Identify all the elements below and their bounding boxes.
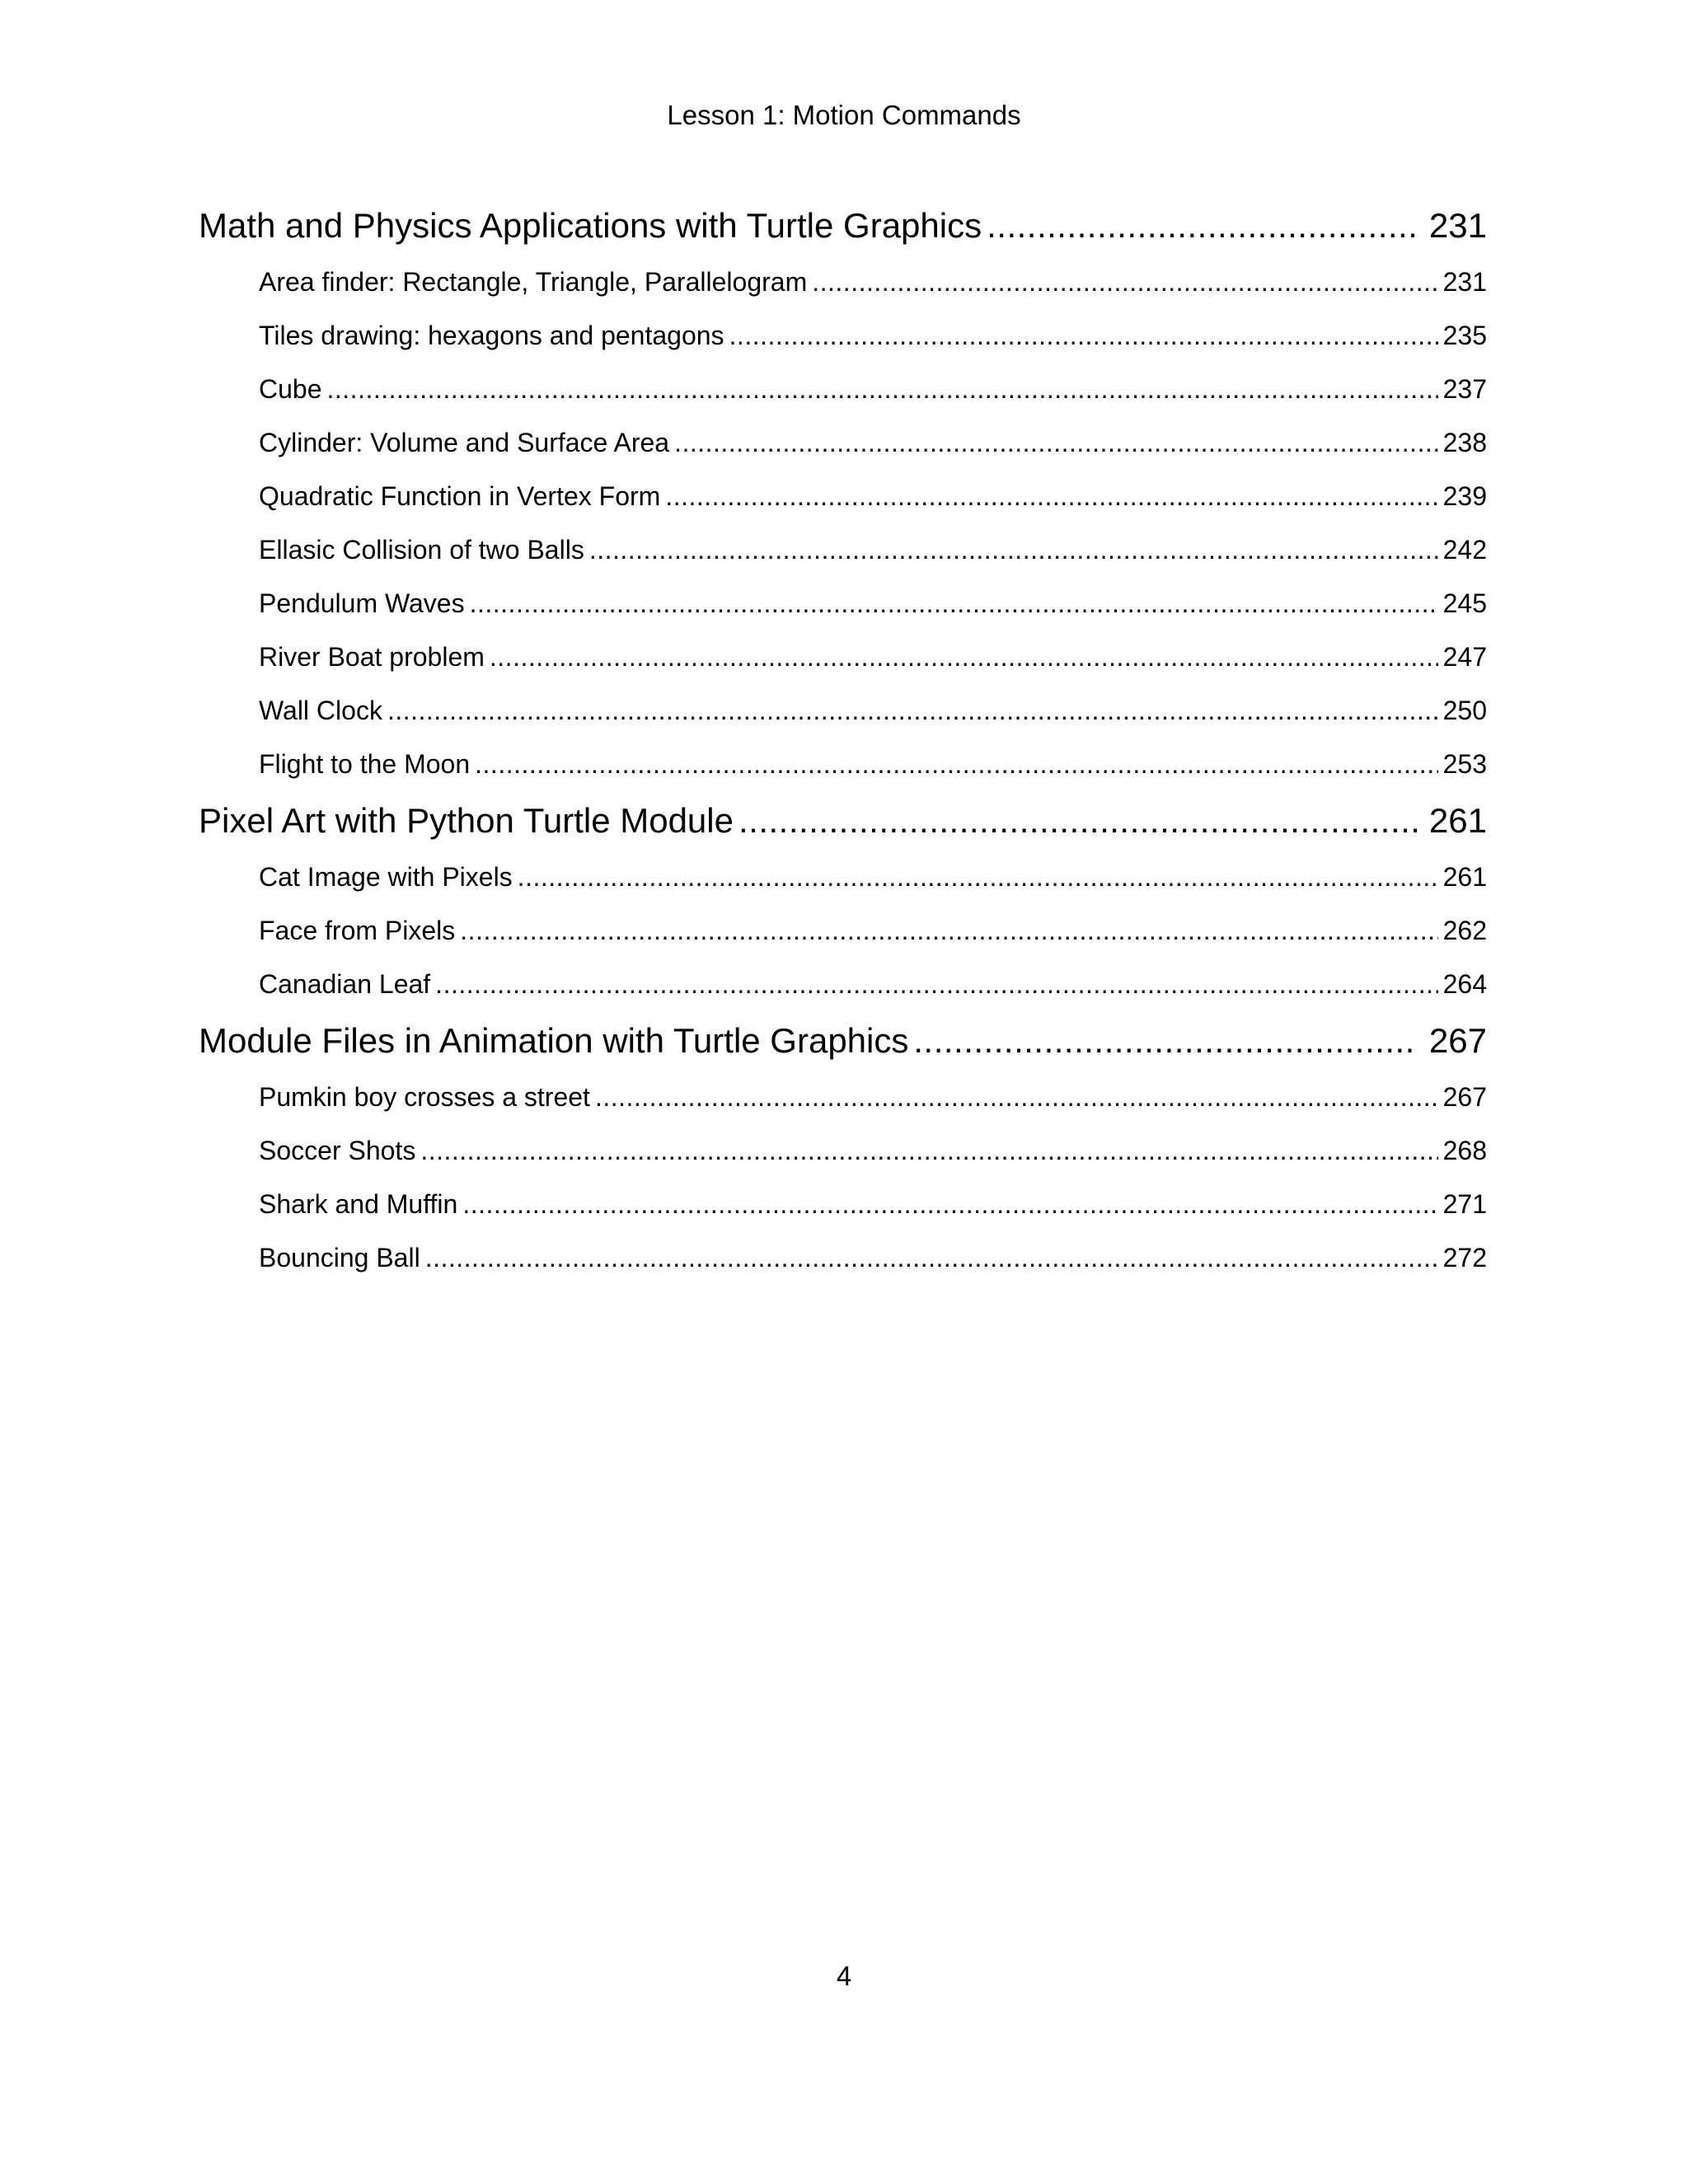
dot-leader — [738, 791, 1418, 851]
toc-section-heading[interactable] — [199, 1011, 1487, 1071]
toc-entry[interactable] — [259, 1178, 1487, 1231]
toc-entry[interactable] — [259, 309, 1487, 363]
dot-leader — [475, 738, 1437, 791]
toc-entry-title: Shark and Muffin — [259, 1189, 458, 1219]
toc-section — [199, 1011, 1487, 1285]
dot-leader — [462, 1178, 1437, 1231]
toc-section-title: Module Files in Animation with Turtle Graphics — [199, 1021, 909, 1060]
toc-entry[interactable] — [259, 255, 1487, 309]
running-header: Lesson 1: Motion Commands — [667, 100, 1021, 130]
dot-leader — [420, 1124, 1437, 1178]
toc-page-number: 267 — [1428, 1021, 1487, 1060]
dot-leader — [665, 470, 1437, 523]
toc-entry-title: Flight to the Moon — [259, 749, 471, 779]
toc-entry-title: Bouncing Ball — [259, 1243, 420, 1272]
dot-leader — [595, 1071, 1438, 1124]
toc-entry-title: Soccer Shots — [259, 1136, 416, 1165]
dot-leader — [987, 196, 1418, 255]
toc-entry-title: Cat Image with Pixels — [259, 862, 513, 892]
toc-entry[interactable] — [259, 363, 1487, 416]
toc-entry-title: Wall Clock — [259, 696, 382, 725]
toc-page-number: 237 — [1442, 374, 1487, 404]
toc-page-number: 264 — [1442, 969, 1487, 999]
toc-entry[interactable] — [259, 738, 1487, 791]
dot-leader — [812, 255, 1437, 309]
toc-page-number: 272 — [1442, 1243, 1487, 1272]
toc-entry-title: River Boat problem — [259, 642, 485, 672]
dot-leader — [460, 904, 1437, 958]
toc-page-number: 261 — [1428, 801, 1487, 840]
toc-entry-title: Cylinder: Volume and Surface Area — [259, 428, 670, 457]
toc-section-heading[interactable] — [199, 196, 1487, 255]
toc-entry-title: Tiles drawing: hexagons and pentagons — [259, 321, 724, 350]
page-number: 4 — [836, 1961, 852, 1991]
toc-page-number: 253 — [1442, 749, 1487, 779]
dot-leader — [435, 958, 1437, 1011]
toc-entry[interactable] — [259, 630, 1487, 684]
toc-page-number: 231 — [1428, 206, 1487, 245]
toc-page-number: 245 — [1442, 588, 1487, 618]
dot-leader — [518, 851, 1438, 904]
dot-leader — [490, 630, 1438, 684]
toc-entry[interactable] — [259, 416, 1487, 470]
dot-leader — [913, 1011, 1418, 1071]
toc-entry[interactable] — [259, 1231, 1487, 1285]
toc-entry[interactable] — [259, 904, 1487, 958]
toc-entry[interactable] — [259, 1071, 1487, 1124]
toc-page-number: 239 — [1442, 481, 1487, 511]
table-of-contents — [199, 196, 1487, 1285]
toc-entry[interactable] — [259, 1124, 1487, 1178]
toc-entry-title: Quadratic Function in Vertex Form — [259, 481, 661, 511]
dot-leader — [674, 416, 1438, 470]
toc-page-number: 271 — [1442, 1189, 1487, 1219]
toc-entry[interactable] — [259, 470, 1487, 523]
toc-entry-title: Face from Pixels — [259, 916, 456, 945]
toc-page-number: 268 — [1442, 1136, 1487, 1165]
dot-leader — [589, 523, 1438, 577]
toc-page-number: 242 — [1442, 535, 1487, 565]
toc-entry[interactable] — [259, 851, 1487, 904]
toc-page-number: 247 — [1442, 642, 1487, 672]
toc-section-title: Pixel Art with Python Turtle Module — [199, 801, 734, 840]
toc-page-number: 267 — [1442, 1082, 1487, 1112]
toc-page-number: 235 — [1442, 321, 1487, 350]
toc-section-heading[interactable] — [199, 791, 1487, 851]
toc-entry-title: Pumkin boy crosses a street — [259, 1082, 590, 1112]
toc-entry[interactable] — [259, 684, 1487, 738]
toc-section — [199, 791, 1487, 1011]
toc-entry[interactable] — [259, 577, 1487, 630]
toc-entry-title: Pendulum Waves — [259, 588, 465, 618]
toc-page-number: 262 — [1442, 916, 1487, 945]
dot-leader — [470, 577, 1438, 630]
toc-entry-title: Canadian Leaf — [259, 969, 431, 999]
toc-section — [199, 196, 1487, 791]
dot-leader — [425, 1231, 1438, 1285]
toc-page-number: 231 — [1442, 267, 1487, 297]
dot-leader — [387, 684, 1438, 738]
toc-page-number: 261 — [1442, 862, 1487, 892]
toc-entry[interactable] — [259, 523, 1487, 577]
dot-leader — [327, 363, 1438, 416]
toc-page-number: 238 — [1442, 428, 1487, 457]
toc-entry-title: Area finder: Rectangle, Triangle, Parallelogram — [259, 267, 808, 297]
toc-entry-title: Ellasic Collision of two Balls — [259, 535, 584, 565]
toc-entry[interactable] — [259, 958, 1487, 1011]
toc-page-number: 250 — [1442, 696, 1487, 725]
toc-section-title: Math and Physics Applications with Turtle Graphics — [199, 206, 982, 245]
dot-leader — [729, 309, 1438, 363]
toc-entry-title: Cube — [259, 374, 322, 404]
